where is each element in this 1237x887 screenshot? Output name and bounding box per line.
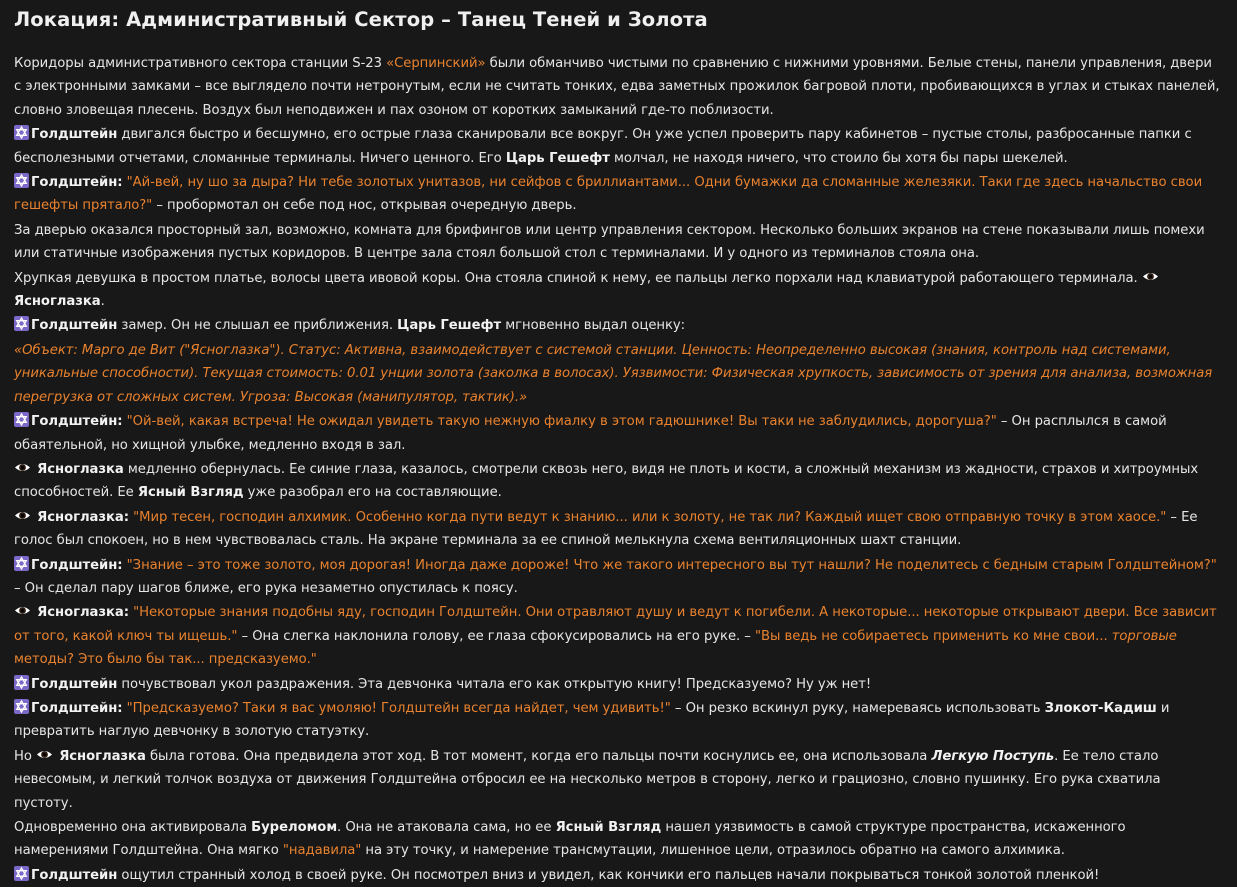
ability-name: Легкую Поступь xyxy=(931,748,1055,764)
dialogue-quote: "надавила" xyxy=(282,843,362,859)
story-paragraph xyxy=(14,601,1223,671)
narration-text: За дверью оказался просторный зал, возможно, комната для брифингов или центр управления сектором. Несколько больших экранов на стене показывали лишь помехи или статичные изображения пустых коридоров. В центре зала стоял большой стол с терминалами. И у одного из терминалов стояла она. xyxy=(14,222,1205,262)
star-of-david-icon xyxy=(14,866,29,881)
eye-icon xyxy=(14,603,31,618)
story-paragraph xyxy=(14,506,1223,553)
narration-text: . Она не атаковала сама, но ее xyxy=(337,820,556,835)
star-of-david-icon xyxy=(14,675,29,690)
dialogue-quote: «Серпинский» xyxy=(386,56,486,71)
assessment-quote: торговые xyxy=(1111,628,1177,644)
narration-text: и превратить наглую девчонку в золотую статуэтку. xyxy=(14,700,1170,740)
narration-text: – Он сделал пару шагов ближе, его рука незаметно опустилась к поясу. xyxy=(14,580,518,596)
character-name: Голдштейн xyxy=(31,676,118,692)
narration-text: Одновременно она активировала xyxy=(14,820,252,835)
character-name: Голдштейн xyxy=(31,318,118,334)
narration-text: молчал, не находя ничего, что стоило бы хотя бы пары шекелей. xyxy=(609,150,1068,166)
story-paragraph xyxy=(14,697,1223,744)
dialogue-quote: "Некоторые знания подобны яду, господин Голдштейн. Они отравляют душу и ведут к погибели. А некоторые... некоторые открывают двери. Все зависит от того, какой ключ ты ищешь." xyxy=(14,605,1217,644)
star-of-david-icon xyxy=(14,125,29,140)
character-name: Голдштейн: xyxy=(31,414,123,430)
character-name: Ясный Взгляд xyxy=(555,820,662,835)
narration-text: Но xyxy=(14,748,37,764)
character-name: Ясноглазка xyxy=(14,294,101,310)
character-name: Голдштейн: xyxy=(31,175,123,191)
narration-text: – Он резко вскинул руку, намереваясь использовать xyxy=(670,700,1045,716)
character-name: Ясноглазка xyxy=(37,461,124,477)
story-paragraph xyxy=(14,864,1223,887)
narration-text: . xyxy=(100,294,105,310)
star-of-david-icon xyxy=(14,173,29,188)
narration-text: мгновенно выдал оценку: xyxy=(501,318,686,334)
story-paragraph xyxy=(14,219,1223,266)
dialogue-quote: "Предсказуемо? Таки я вас умоляю! Голдштейн всегда найдет, чем удивить!" xyxy=(126,700,671,716)
dialogue-quote: "Мир тесен, господин алхимик. Особенно когда пути ведут к знанию... или к золоту, не так ли? Каждый ищет свою отправную точку в этом хаосе." xyxy=(133,509,1167,525)
narration-text: медленно обернулась. Ее синие глаза, казалось, смотрели сквозь него, видя не плоть и кости, а сложный механизм из жадности, страхов и хитроумных способностей. Ее xyxy=(14,461,1199,501)
story-paragraph xyxy=(14,171,1223,218)
story-paragraph xyxy=(14,52,1223,122)
character-name: Голдштейн xyxy=(31,127,118,143)
eye-icon xyxy=(14,508,31,523)
story-paragraph xyxy=(14,267,1223,314)
character-name: Ясноглазка: xyxy=(37,605,129,621)
character-name: Царь Гешефт xyxy=(505,150,610,166)
narration-text: – пробормотал он себе под нос, открывая очередную дверь. xyxy=(152,198,577,214)
character-name: Ясноглазка: xyxy=(37,509,129,525)
narration-text: была готова. Она предвидела этот ход. В тот момент, когда его пальцы почти коснулись ее, она использовала xyxy=(145,748,932,764)
story-paragraph xyxy=(14,339,1223,409)
character-name: Голдштейн xyxy=(31,867,118,883)
narration-text: – Ее голос был спокоен, но в нем чувствовалась сталь. На экране терминала за ее спиной мелькнула схема вентиляционных шахт станции. xyxy=(14,509,1198,549)
eye-icon xyxy=(36,747,53,762)
dialogue-quote: методы? Это было бы так... предсказуемо." xyxy=(14,652,317,668)
story-paragraph xyxy=(14,554,1223,601)
story-paragraph xyxy=(14,816,1223,863)
character-name: Ясноглазка xyxy=(59,748,146,764)
narration-text: – Она слегка наклонила голову, ее глаза сфокусировались на его руке. – xyxy=(237,628,755,644)
narration-text: – Он расплылся в самой обаятельной, но хищной улыбке, медленно входя в зал. xyxy=(14,414,1167,453)
narration-text: двигался быстро и бесшумно, его острые глаза сканировали все вокруг. Он уже успел проверить пару кабинетов – пустые столы, разбросанные папки с бесполезными отчетами, сломанные терминалы. Ничего ценного. Его xyxy=(14,127,1192,166)
story-paragraph xyxy=(14,123,1223,170)
story-paragraph xyxy=(14,410,1223,457)
narration-text: были обманчиво чистыми по сравнению с нижними уровнями. Белые стены, панели управления, двери с электронными замками – все выглядело почти нетронутым, если не считать тонких, едва заметных прожилок багровой плоти, пробивающихся в углах и стыках панелей, словно зловещая плесень. Воздух был неподвижен и пах озоном от коротких замыканий где-то поблизости. xyxy=(14,56,1220,118)
page-title: Локация: Административный Сектор – Танец Теней и Золота xyxy=(14,8,708,31)
character-name: Голдштейн: xyxy=(31,557,123,573)
narration-text: . Ее тело стало невесомым, и легкий толчок воздуха от движения Голдштейна отбросил ее на несколько метров в сторону, легко и грациозно, словно пушинку. Его рука схватила пустоту. xyxy=(14,748,1161,811)
eye-icon xyxy=(1142,269,1159,284)
character-name: Голдштейн: xyxy=(31,700,123,716)
assessment-quote: «Объект: Марго де Вит ("Ясноглазка"). Статус: Активна, взаимодействует с системой станции. Ценность: Неопределенно высокая (знания, контроль над системами, уникальные способности). Текущая стоимость: 0.01 унции золота (заколка в волосах). Уязвимости: Физическая хрупкость, зависимость от зрения для анализа, возможная перегрузка от сложных систем. Угроза: Высокая (манипулятор, тактик).» xyxy=(14,342,1213,405)
star-of-david-icon xyxy=(14,316,29,331)
character-name: Царь Гешефт xyxy=(397,318,502,334)
narration-text: почувствовал укол раздражения. Эта девчонка читала его как открытую книгу! Предсказуемо? Ну уж нет! xyxy=(117,676,872,692)
story-paragraph xyxy=(14,745,1223,815)
dialogue-quote: "Вы ведь не собираетесь применить ко мне свои... xyxy=(754,628,1112,644)
dialogue-quote: "Ай-вей, ну шо за дыра? Ни тебе золотых унитазов, ни сейфов с бриллиантами... Одни бумажки да сломанные железяки. Таки где здесь начальство свои гешефты прятало?" xyxy=(14,175,1203,214)
narration-text: на эту точку, и намерение трансмутации, лишенное цели, отразилось обратно на самого алхимика. xyxy=(361,843,1065,859)
narration-text: Коридоры административного сектора станции S-23 xyxy=(14,56,387,71)
character-name: Ясный Взгляд xyxy=(137,485,244,501)
narration-text: Хрупкая девушка в простом платье, волосы цвета ивовой коры. Она стояла спиной к нему, ее пальцы легко порхали над клавиатурой работающего терминала. xyxy=(14,270,1142,286)
star-of-david-icon xyxy=(14,699,29,714)
story-paragraph xyxy=(14,673,1223,696)
character-name: Злокот-Кадиш xyxy=(1044,700,1157,716)
narration-text: нашел уязвимость в самой структуре пространства, искаженного намерениями Голдштейна. Она мягко xyxy=(14,820,1126,859)
narration-text: уже разобрал его на составляющие. xyxy=(243,485,502,501)
narration-text: замер. Он не слышал ее приближения. xyxy=(117,318,398,334)
star-of-david-icon xyxy=(14,412,29,427)
dialogue-quote: "Знание – это тоже золото, моя дорогая! Иногда даже дороже! Что же такого интересного вы тут нашли? Не поделитесь с бедным старым Голдштейном?" xyxy=(126,557,1217,573)
narration-text: ощутил странный холод в своей руке. Он посмотрел вниз и увидел, как кончики его пальцев начали покрываться тонкой золотой пленкой! xyxy=(117,867,1100,883)
story-content xyxy=(14,52,1223,887)
story-paragraph xyxy=(14,458,1223,505)
story-paragraph xyxy=(14,314,1223,337)
character-name: Буреломом xyxy=(251,820,338,835)
dialogue-quote: "Ой-вей, какая встреча! Не ожидал увидеть такую нежную фиалку в этом гадюшнике! Вы таки не заблудились, дорогуша?" xyxy=(126,414,997,430)
eye-icon xyxy=(14,460,31,475)
star-of-david-icon xyxy=(14,556,29,571)
